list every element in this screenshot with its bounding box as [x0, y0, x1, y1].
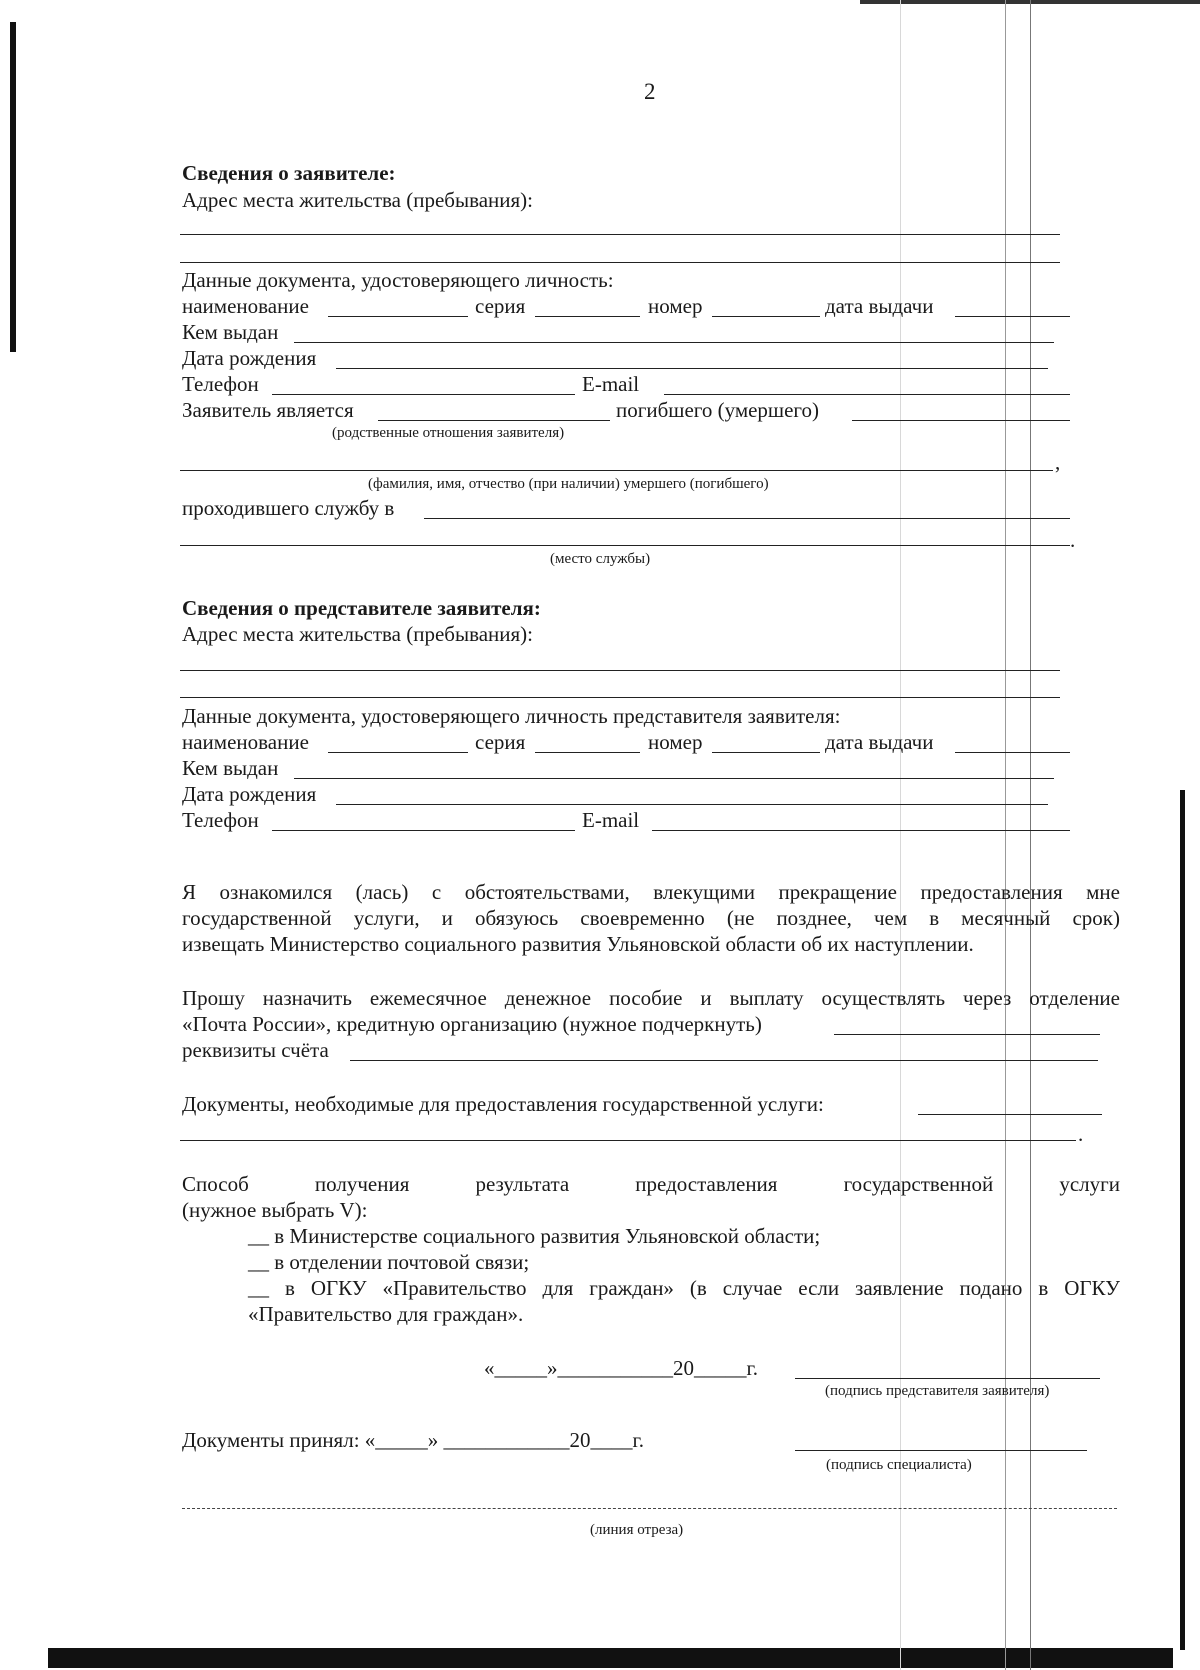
applicant-number-field[interactable]	[712, 316, 820, 317]
applicant-deceased-name-field[interactable]	[180, 470, 1053, 471]
result-method-line-1: Способ получения результата предоставления государственной услуги	[182, 1172, 1120, 1196]
applicant-email-field[interactable]	[664, 394, 1070, 395]
scan-edge-right	[1180, 790, 1185, 1650]
representative-series-label: серия	[475, 730, 526, 754]
representative-heading: Сведения о представителе заявителя:	[182, 596, 541, 620]
page-number: 2	[644, 79, 656, 104]
applicant-service-field[interactable]	[424, 518, 1070, 519]
result-option-post[interactable]: __ в отделении почтовой связи;	[248, 1250, 530, 1274]
representative-address-label: Адрес места жительства (пребывания):	[182, 622, 534, 646]
representative-signature-hint: (подпись представителя заявителя)	[825, 1383, 1050, 1399]
documents-field-2[interactable]	[180, 1140, 1076, 1141]
applicant-address-label: Адрес места жительства (пребывания):	[182, 188, 534, 212]
representative-email-field[interactable]	[652, 830, 1070, 831]
applicant-service-label: проходившего службу в	[182, 496, 395, 520]
representative-number-label: номер	[648, 730, 703, 754]
applicant-issue-date-label: дата выдачи	[825, 294, 934, 318]
result-option-mfc[interactable]: __ в ОГКУ «Правительство для граждан» (в случае если заявление подано в ОГКУ	[248, 1276, 1120, 1300]
applicant-address-line-1[interactable]	[180, 234, 1060, 235]
representative-phone-label: Телефон	[182, 808, 259, 832]
documents-field-1[interactable]	[918, 1114, 1102, 1115]
cut-line	[182, 1508, 1117, 1509]
representative-issue-date-label: дата выдачи	[825, 730, 934, 754]
applicant-service-field-2[interactable]	[180, 545, 1070, 546]
representative-birth-date-label: Дата рождения	[182, 782, 317, 806]
applicant-relation-field[interactable]	[378, 420, 610, 421]
applicant-issue-date-field[interactable]	[955, 316, 1070, 317]
scan-fold-line	[1030, 0, 1031, 1670]
acknowledgement-line-1: Я ознакомился (лась) с обстоятельствами, влекущими прекращение предоставления мне	[182, 880, 1120, 904]
representative-name-label: наименование	[182, 730, 309, 754]
payment-organization-field[interactable]	[834, 1034, 1100, 1035]
applicant-address-line-2[interactable]	[180, 262, 1060, 263]
payment-account-label: реквизиты счёта	[182, 1038, 329, 1062]
applicant-relation-hint: (родственные отношения заявителя)	[332, 425, 565, 441]
representative-issued-by-label: Кем выдан	[182, 756, 279, 780]
result-option-ministry[interactable]: __ в Министерстве социального развития Ульяновской области;	[248, 1224, 821, 1248]
representative-birth-date-field[interactable]	[336, 804, 1048, 805]
representative-number-field[interactable]	[712, 752, 820, 753]
payment-line-2: «Почта России», кредитную организацию (нужное подчеркнуть)	[182, 1012, 762, 1036]
applicant-service-place-hint: (место службы)	[550, 551, 651, 567]
applicant-phone-label: Телефон	[182, 372, 259, 396]
period: .	[1070, 528, 1076, 552]
representative-id-doc-label: Данные документа, удостоверяющего личность представителя заявителя:	[182, 704, 841, 728]
scan-edge-left	[10, 22, 16, 352]
representative-phone-field[interactable]	[272, 830, 575, 831]
result-method-line-2: (нужное выбрать V):	[182, 1198, 368, 1222]
specialist-signature-field[interactable]	[795, 1450, 1087, 1451]
documents-accepted-date[interactable]: Документы принял: «_____» ____________20____г.	[182, 1428, 645, 1452]
applicant-name-field[interactable]	[328, 316, 468, 317]
payment-line-1: Прошу назначить ежемесячное денежное пособие и выплату осуществлять через отделение	[182, 986, 1120, 1010]
applicant-birth-date-field[interactable]	[336, 368, 1048, 369]
scan-fold-line	[900, 0, 901, 1670]
acknowledgement-line-2: государственной услуги, и обязуюсь своевременно (не позднее, чем в месячный срок)	[182, 906, 1120, 930]
scan-fold-line	[1005, 0, 1006, 1670]
payment-account-field[interactable]	[350, 1060, 1098, 1061]
representative-email-label: E-mail	[582, 808, 640, 832]
applicant-birth-date-label: Дата рождения	[182, 346, 317, 370]
representative-name-field[interactable]	[328, 752, 468, 753]
representative-signature-field[interactable]	[795, 1378, 1100, 1379]
applicant-issued-by-label: Кем выдан	[182, 320, 279, 344]
representative-address-line-1[interactable]	[180, 670, 1060, 671]
period: .	[1078, 1122, 1084, 1146]
representative-address-line-2[interactable]	[180, 697, 1060, 698]
applicant-id-doc-label: Данные документа, удостоверяющего личность:	[182, 268, 614, 292]
applicant-deceased-name-hint: (фамилия, имя, отчество (при наличии) умершего (погибшего)	[368, 476, 769, 492]
applicant-deceased-label: погибшего (умершего)	[616, 398, 820, 422]
documents-label: Документы, необходимые для предоставления государственной услуги:	[182, 1092, 824, 1116]
applicant-deceased-field[interactable]	[852, 420, 1070, 421]
applicant-email-label: E-mail	[582, 372, 640, 396]
applicant-series-label: серия	[475, 294, 526, 318]
representative-issue-date-field[interactable]	[955, 752, 1070, 753]
representative-signature-date[interactable]: «_____»___________20_____г.	[484, 1356, 758, 1380]
representative-series-field[interactable]	[535, 752, 640, 753]
applicant-issued-by-field[interactable]	[294, 342, 1054, 343]
acknowledgement-line-3: извещать Министерство социального развития Ульяновской области об их наступлении.	[182, 932, 974, 956]
representative-issued-by-field[interactable]	[294, 778, 1054, 779]
applicant-relation-label: Заявитель является	[182, 398, 354, 422]
applicant-phone-field[interactable]	[272, 394, 575, 395]
result-option-mfc-cont: «Правительство для граждан».	[248, 1302, 524, 1326]
cut-line-hint: (линия отреза)	[590, 1522, 684, 1538]
comma: ,	[1055, 450, 1061, 474]
specialist-signature-hint: (подпись специалиста)	[826, 1457, 972, 1473]
applicant-series-field[interactable]	[535, 316, 640, 317]
applicant-heading: Сведения о заявителе:	[182, 161, 396, 185]
applicant-name-label: наименование	[182, 294, 309, 318]
applicant-number-label: номер	[648, 294, 703, 318]
